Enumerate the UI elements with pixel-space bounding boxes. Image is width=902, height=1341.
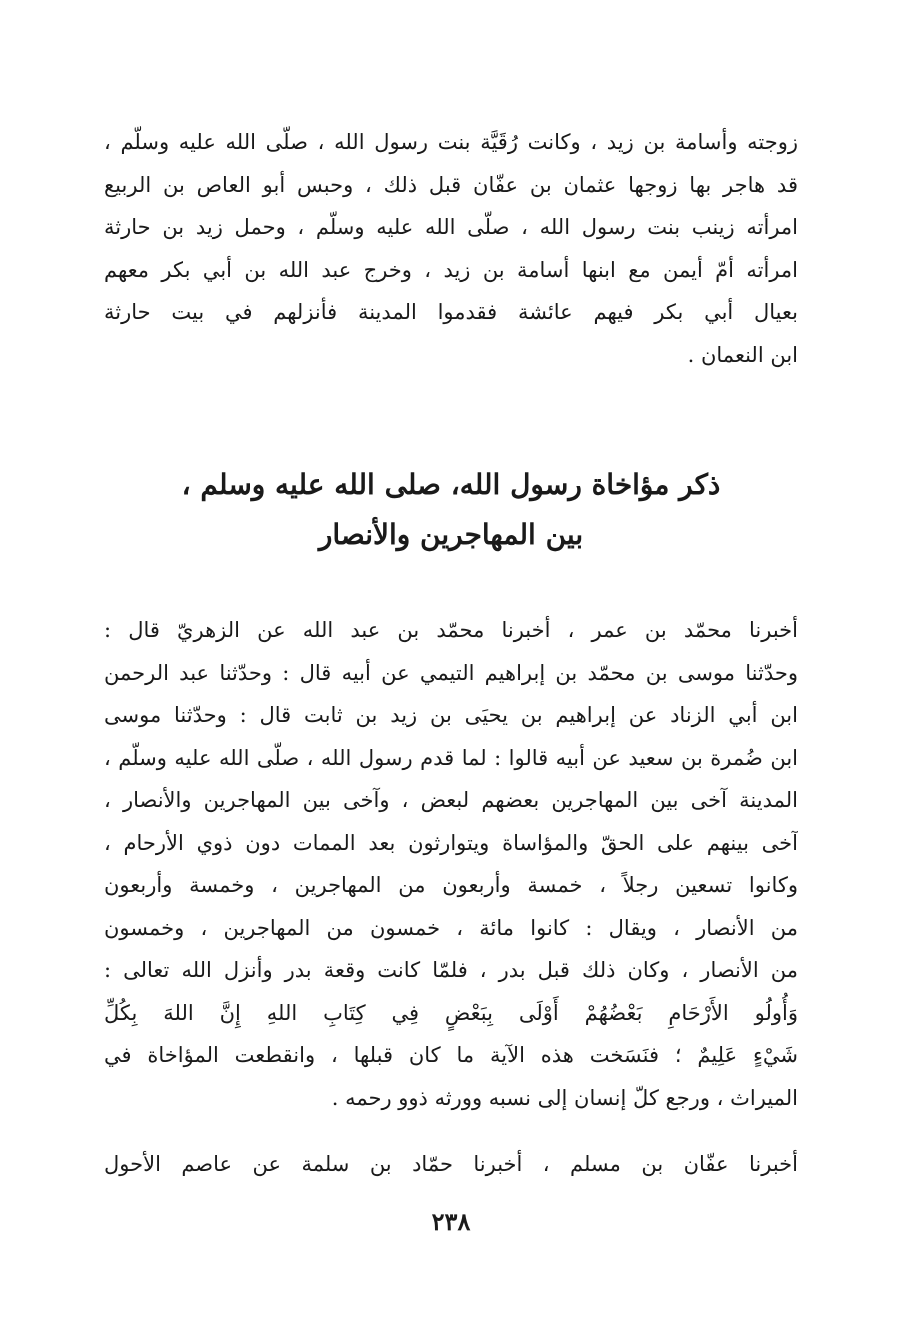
paragraph-line: ابن النعمان . xyxy=(687,342,798,367)
paragraph-line: من الأنصار ، ويقال : كانوا مائة ، خمسون من المهاجرين ، وخمسون xyxy=(104,915,798,940)
section-heading xyxy=(104,460,798,560)
paragraph-line: الميراث ، ورجع كلّ إنسان إلى نسبه وورثه ذوو رحمه . xyxy=(331,1085,798,1110)
paragraph-line: امرأته أمّ أيمن مع ابنها أسامة بن زيد ، وخرج عبد الله بن أبي بكر معهم xyxy=(104,257,798,282)
paragraph-line: بعيال أبي بكر فيهم عائشة فقدموا المدينة فأنزلهم في بيت حارثة xyxy=(104,300,798,324)
paragraph-line: أخبرنا محمّد بن عمر ، أخبرنا محمّد بن عبد الله عن الزهريّ قال : xyxy=(104,618,798,642)
paragraph-line: شَيْءٍ عَلِيمٌ ؛ فنَسَخت هذه الآية ما كان قبلها ، وانقطعت المؤاخاة في xyxy=(104,1043,798,1067)
paragraph-line: ابن أبي الزناد عن إبراهيم بن يحيَى بن زيد بن ثابت قال : وحدّثنا موسى xyxy=(104,703,798,727)
heading-line-2: بين المهاجرين والأنصار xyxy=(318,518,584,551)
quran-verse-line: وَأُولُو الأَرْحَامِ بَعْضُهُمْ أَوْلَى بِبَعْضٍ فِي كِتَابِ اللهِ إِنَّ اللهَ بِكُلِّ xyxy=(104,1000,798,1025)
paragraph-line: امرأته زينب بنت رسول الله ، صلّى الله عليه وسلّم ، وحمل زيد بن حارثة xyxy=(104,215,798,239)
paragraph-3 xyxy=(104,1143,798,1186)
heading-line-1: ذكر مؤاخاة رسول الله، صلى الله عليه وسلم ، xyxy=(181,468,721,501)
page-number: ٢٣٨ xyxy=(431,1207,471,1236)
paragraph-line: وحدّثنا موسى بن محمّد بن إبراهيم التيمي عن أبيه قال : وحدّثنا عبد الرحمن xyxy=(104,660,798,685)
paragraph-line: آخى بينهم على الحقّ والمؤاساة ويتوارثون بعد الممات دون ذوي الأرحام ، xyxy=(104,830,798,855)
paragraph-line: المدينة آخى بين المهاجرين بعضهم لبعض ، وآخى بين المهاجرين والأنصار ، xyxy=(104,788,798,812)
paragraph-line: أخبرنا عفّان بن مسلم ، أخبرنا حمّاد بن سلمة عن عاصم الأحول xyxy=(104,1152,798,1176)
paragraph-line: قد هاجر بها زوجها عثمان بن عفّان قبل ذلك ، وحبس أبو العاص بن الربيع xyxy=(104,172,798,197)
paragraph-1 xyxy=(104,121,798,376)
paragraph-2 xyxy=(104,609,798,1119)
paragraph-line: من الأنصار ، وكان ذلك قبل بدر ، فلمّا كانت وقعة بدر وأنزل الله تعالى : xyxy=(104,958,798,982)
paragraph-line: زوجته وأسامة بن زيد ، وكانت رُقَيَّة بنت رسول الله ، صلّى الله عليه وسلّم ، xyxy=(104,130,798,154)
paragraph-line: وكانوا تسعين رجلاً ، خمسة وأربعون من المهاجرين ، وخمسة وأربعون xyxy=(104,873,798,897)
paragraph-line: ابن ضُمرة بن سعيد عن أبيه قالوا : لما قدم رسول الله ، صلّى الله عليه وسلّم ، xyxy=(104,745,798,770)
